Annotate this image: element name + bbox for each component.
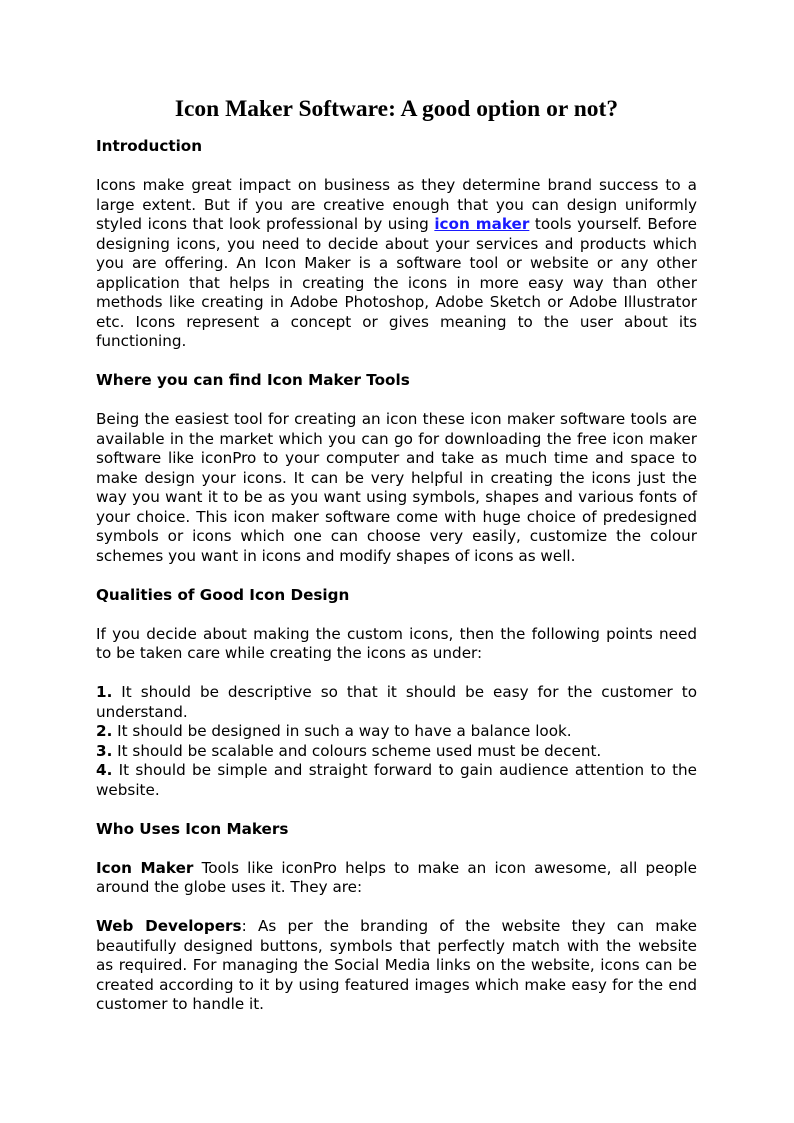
paragraph-who-1 — [96, 859, 697, 898]
heading-who: Who Uses Icon Makers — [96, 819, 289, 838]
list-item — [96, 722, 697, 742]
paragraph-text: : As per the branding of the website they can make beautifully designed buttons, symbols that perfectly match with the website as required. For managing the Social Media links on the website, icons can be created according to it by using featured images which make easy for the end customer to handle it. — [96, 917, 697, 1013]
intro-text-before: Icons make great impact on business as they determine brand success to a large extent. But if you are creative enough that you can design uniformly styled icons that look professional by using — [96, 176, 697, 233]
bold-term: Web Developers — [96, 917, 242, 935]
bold-term: Icon Maker — [96, 858, 194, 877]
heading-qualities: Qualities of Good Icon Design — [96, 585, 350, 604]
list-text: It should be designed in such a way to have a balance look. — [112, 722, 572, 740]
document-title: Icon Maker Software: A good option or not? — [174, 96, 619, 122]
list-number: 3. — [96, 741, 113, 760]
list-item — [96, 742, 697, 762]
list-text: It should be scalable and colours scheme used must be decent. — [112, 741, 602, 760]
list-text: It should be descriptive so that it should be easy for the customer to understand. — [96, 683, 697, 721]
icon-maker-link[interactable]: icon maker — [434, 215, 530, 233]
heading-introduction: Introduction — [96, 137, 203, 155]
paragraph-text: Tools like iconPro helps to make an icon awesome, all people around the globe uses it. They are: — [96, 858, 697, 896]
list-number: 2. — [96, 722, 113, 740]
intro-text-after: tools yourself. Before designing icons, you need to decide about your services and products which you are offering. An Icon Maker is a software tool or website or any other application that helps in creating the icons in more easy way than other methods like creating in Adobe Photoshop, Adobe Sketch or Adobe Illustrator etc. Icons represent a concept or gives meaning to the user about its functioning. — [96, 215, 697, 350]
list-number: 4. — [96, 761, 113, 779]
paragraph-who-2 — [96, 917, 697, 1015]
list-text: It should be simple and straight forward to gain audience attention to the website. — [96, 761, 697, 799]
list-item — [96, 683, 697, 722]
heading-where: Where you can find Icon Maker Tools — [96, 371, 410, 389]
paragraph-where: Being the easiest tool for creating an icon these icon maker software tools are available in the market which you can go for downloading the free icon maker software like iconPro to your computer and take as much time and space to make design your icons. It can be very helpful in creating the icons just the way you want it to be as you want using symbols, shapes and various fonts of your choice. This icon maker software come with huge choice of predesigned symbols or icons which one can choose very easily, customize the colour schemes you want in icons and modify shapes of icons as well. — [96, 410, 697, 565]
paragraph-introduction — [96, 176, 697, 352]
document-page — [96, 94, 697, 1015]
list-item — [96, 761, 697, 800]
list-number: 1. — [96, 683, 113, 701]
paragraph-qualities: If you decide about making the custom icons, then the following points need to be taken care while creating the icons as under: — [96, 624, 697, 662]
